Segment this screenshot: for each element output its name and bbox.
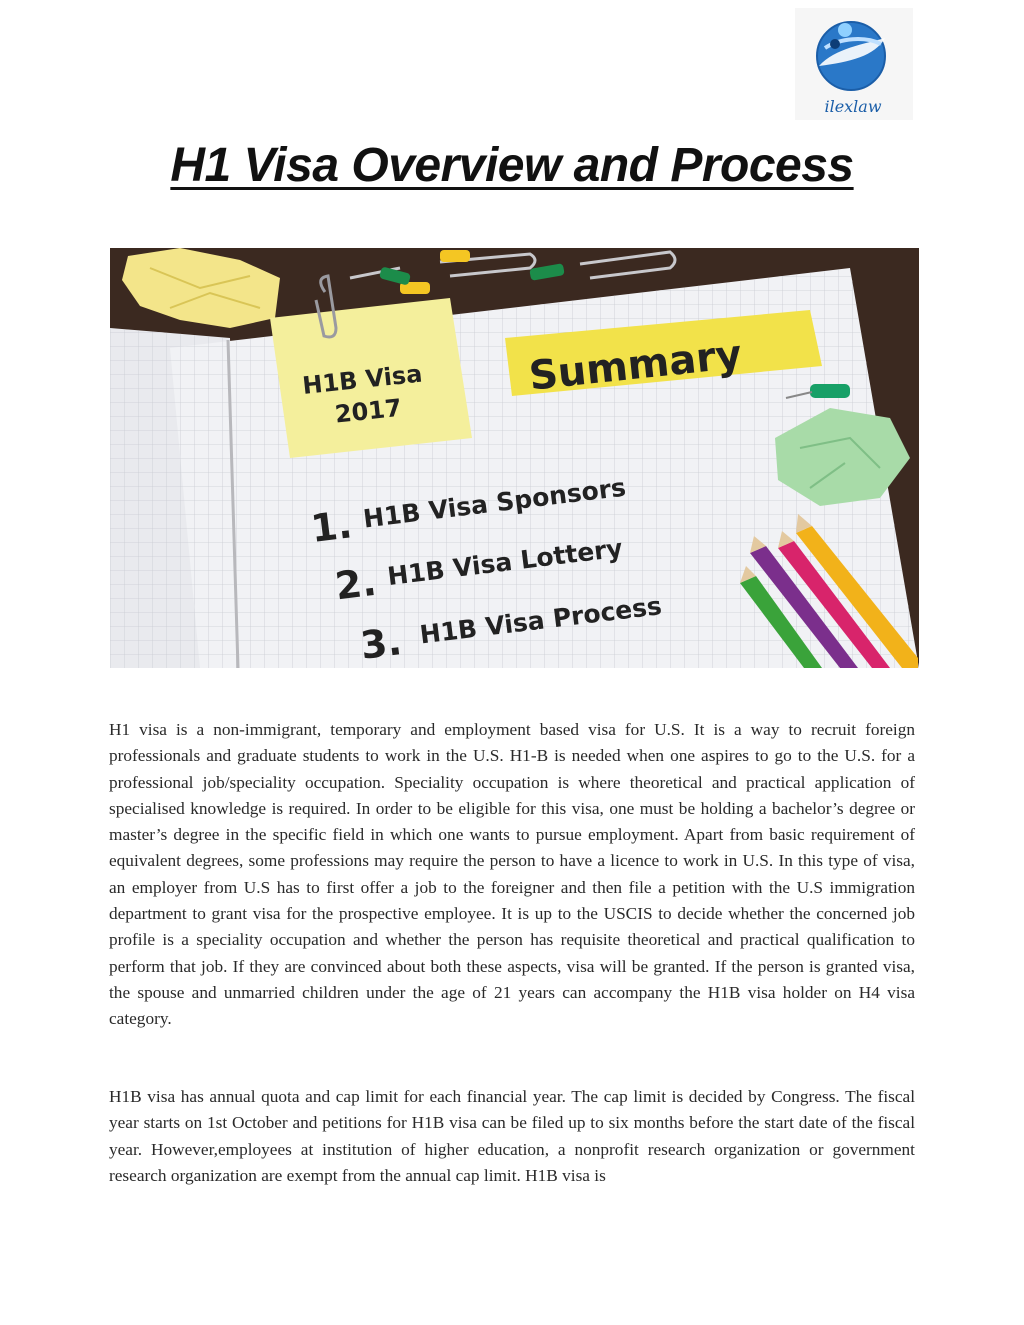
note-line-1: H1B Visa — [301, 359, 424, 400]
summary-item-number: 3. — [358, 619, 405, 668]
summary-item-text: H1B Visa Sponsors — [361, 472, 628, 534]
note-line-2: 2017 — [333, 393, 403, 429]
summary-item-number: 1. — [308, 502, 355, 551]
globe-swirl-icon — [817, 22, 885, 90]
summary-item-text: H1B Visa Lottery — [385, 533, 625, 592]
page-title: H1 Visa Overview and Process — [170, 139, 854, 192]
hero-image — [110, 248, 919, 668]
summary-item-text: H1B Visa Process — [418, 591, 664, 650]
body-paragraph: H1 visa is a non-immigrant, temporary and employment based visa for U.S. It is a way to recruit foreign professionals and graduate students to work in the U.S. H1-B is needed when one aspires to go to the U.S. for a professional job/speciality occupation. Speciality occupation is where theoretical and practical application of specialised knowledge is required. In order to be eligible for this visa, one must be holding a bachelor’s degree or master’s degree in the specific field in which one wants to pursue employment. Apart from basic requirement of equivalent degrees, some professions may require the person to have a licence to work in U.S. In this type of visa, an employer from U.S has to first offer a job to the foreigner and then file a petition with the U.S immigration department to grant visa for the prospective employee. It is up to the USCIS to decide whether the concerned job profile is a speciality occupation and whether the person has requisite theoretical and practical qualification to perform that job. If they are convinced about both these aspects, visa will be granted. If the person is granted visa, the spouse and unmarried children under the age of 21 years can accompany the H1B visa holder on H4 visa category. — [109, 720, 915, 1029]
body-paragraph: H1B visa has annual quota and cap limit for each financial year. The cap limit is decided by Congress. The fiscal year starts on 1st October and petitions for H1B visa can be filed up to six months before the start date of the fiscal year. However,employees at institution of higher education, a nonprofit research organization or government research organization are exempt from the annual cap limit. H1B visa is — [109, 1087, 915, 1185]
summary-heading: Summary — [526, 331, 744, 400]
summary-item-number: 2. — [332, 559, 379, 609]
ilexlaw-logo — [795, 8, 913, 120]
logo-text: ilexlaw — [824, 97, 882, 116]
